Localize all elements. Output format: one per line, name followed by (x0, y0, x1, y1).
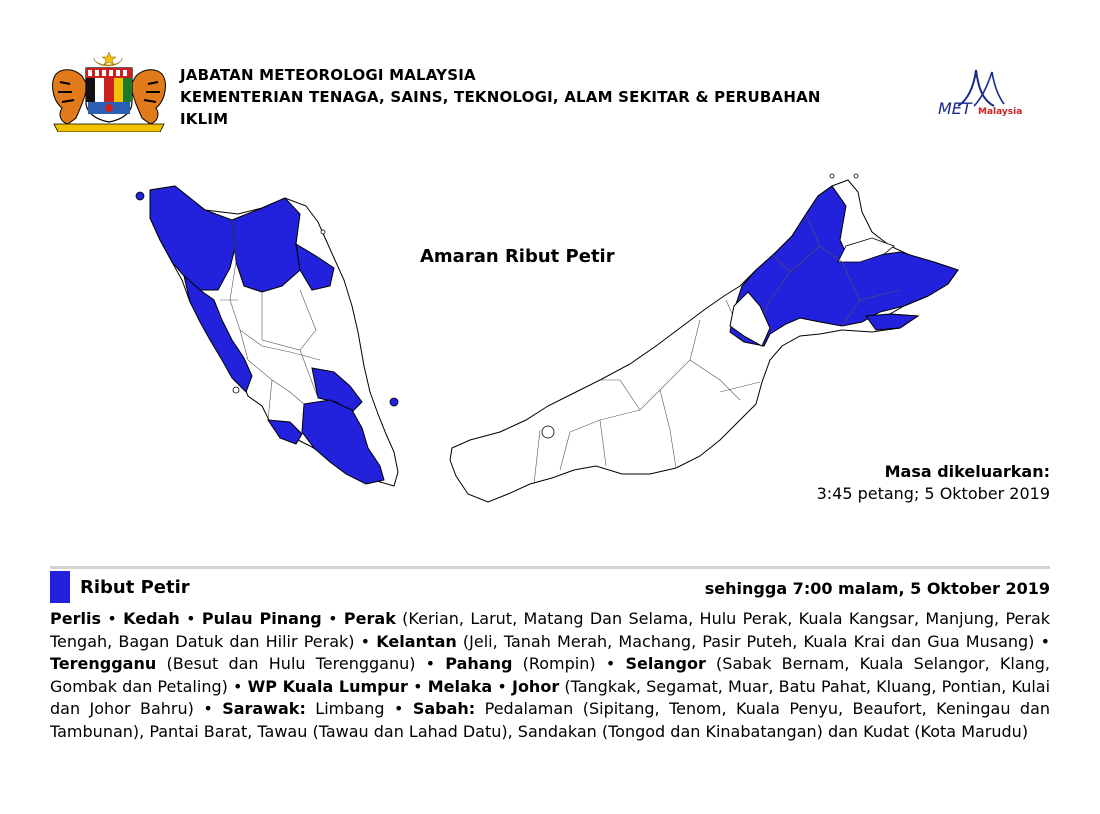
map-title: Amaran Ribut Petir (420, 246, 615, 267)
org-title: JABATAN METEOROLOGI MALAYSIA (180, 66, 476, 84)
area-entry (202, 609, 322, 628)
area-entry (50, 609, 101, 628)
bullet-separator: • (227, 676, 248, 696)
bullet-separator: • (354, 631, 377, 651)
met-malaysia-logo (934, 66, 1050, 122)
area-detail: (Sabak Bernam, Kuala Selangor, Klang, Gombak dan Petaling) (50, 654, 1050, 696)
ministry-title: KEMENTERIAN TENAGA, SAINS, TEKNOLOGI, ALAM SEKITAR & PERUBAHAN (180, 88, 821, 106)
issued-time-label: Masa dikeluarkan: (884, 462, 1050, 481)
bullet-separator: • (407, 676, 428, 696)
area-detail: (Jeli, Tanah Merah, Machang, Pasir Puteh, Kuala Krai dan Gua Musang) (456, 631, 1035, 651)
area-entry (428, 677, 493, 696)
area-detail: (Rompin) (512, 654, 596, 673)
issued-time-value: 3:45 petang; 5 Oktober 2019 (816, 484, 1050, 503)
area-state: Terengganu (50, 654, 157, 673)
area-state: Selangor (625, 654, 706, 673)
bullet-separator: • (100, 609, 124, 628)
area-state: Perlis (50, 609, 101, 628)
bullet-separator: • (1034, 631, 1051, 651)
bullet-separator: • (492, 676, 512, 696)
bullet-separator: • (321, 609, 344, 628)
area-detail: (Tangkak, Segamat, Muar, Batu Pahat, Kluang, Pontian, Kulai dan Johor Bahru) (50, 676, 1051, 718)
area-state: Kedah (123, 609, 180, 628)
bullet-separator: • (179, 609, 202, 628)
svg-text:Malaysia: Malaysia (978, 107, 1023, 117)
coat-of-arms-logo (48, 52, 170, 132)
east-malaysia (450, 180, 958, 502)
bullet-separator: • (384, 699, 413, 718)
area-state: Sabah: (412, 699, 476, 718)
valid-until-text: sehingga 7:00 malam, 5 Oktober 2019 (704, 579, 1050, 598)
area-state: Perak (343, 609, 396, 628)
header (0, 0, 1100, 140)
area-entry (445, 654, 595, 673)
region-kelantan (232, 198, 300, 292)
legend-swatch (50, 571, 70, 603)
area-detail: (Besut dan Hulu Terengganu) (156, 654, 416, 673)
area-entry (248, 677, 408, 696)
area-entry (123, 609, 180, 628)
section-divider (50, 566, 1050, 569)
area-detail: (Kerian, Larut, Matang Dan Selama, Hulu Perak, Kuala Kangsar, Manjung, Perak Tengah, Bagan Datuk dan Hilir Perak) (50, 609, 1051, 651)
area-entry (376, 632, 1034, 651)
svg-text:MET: MET (938, 99, 972, 118)
affected-areas-list (50, 608, 1050, 743)
ministry-title-continued: IKLIM (180, 110, 229, 128)
area-entry (50, 654, 415, 673)
area-state: Melaka (427, 676, 493, 696)
area-state: Pulau Pinang (201, 609, 322, 628)
area-state: WP Kuala Lumpur (247, 676, 408, 696)
header-organisation-text (180, 64, 821, 130)
bullet-separator: • (193, 699, 223, 718)
area-state: Pahang (445, 654, 513, 673)
bullet-separator: • (415, 654, 446, 673)
area-entry (222, 699, 384, 718)
legend-label: Ribut Petir (80, 577, 190, 598)
region-tawau (866, 314, 918, 330)
region-perlis-kedah-penang (150, 186, 236, 290)
bullet-separator: • (595, 654, 626, 673)
area-detail: Limbang (305, 699, 385, 718)
area-state: Johor (511, 676, 560, 696)
area-detail: Pedalaman (Sipitang, Tenom, Kuala Penyu, Beaufort, Keningau dan Tambunan), Pantai Barat, Tawau (Tawau dan Lahad Datu), Sandakan (Tongod dan Kinabatangan) dan Kudat (Kota Marudu) (50, 699, 1051, 741)
area-state: Sarawak: (222, 699, 306, 718)
area-state: Kelantan (376, 631, 457, 651)
